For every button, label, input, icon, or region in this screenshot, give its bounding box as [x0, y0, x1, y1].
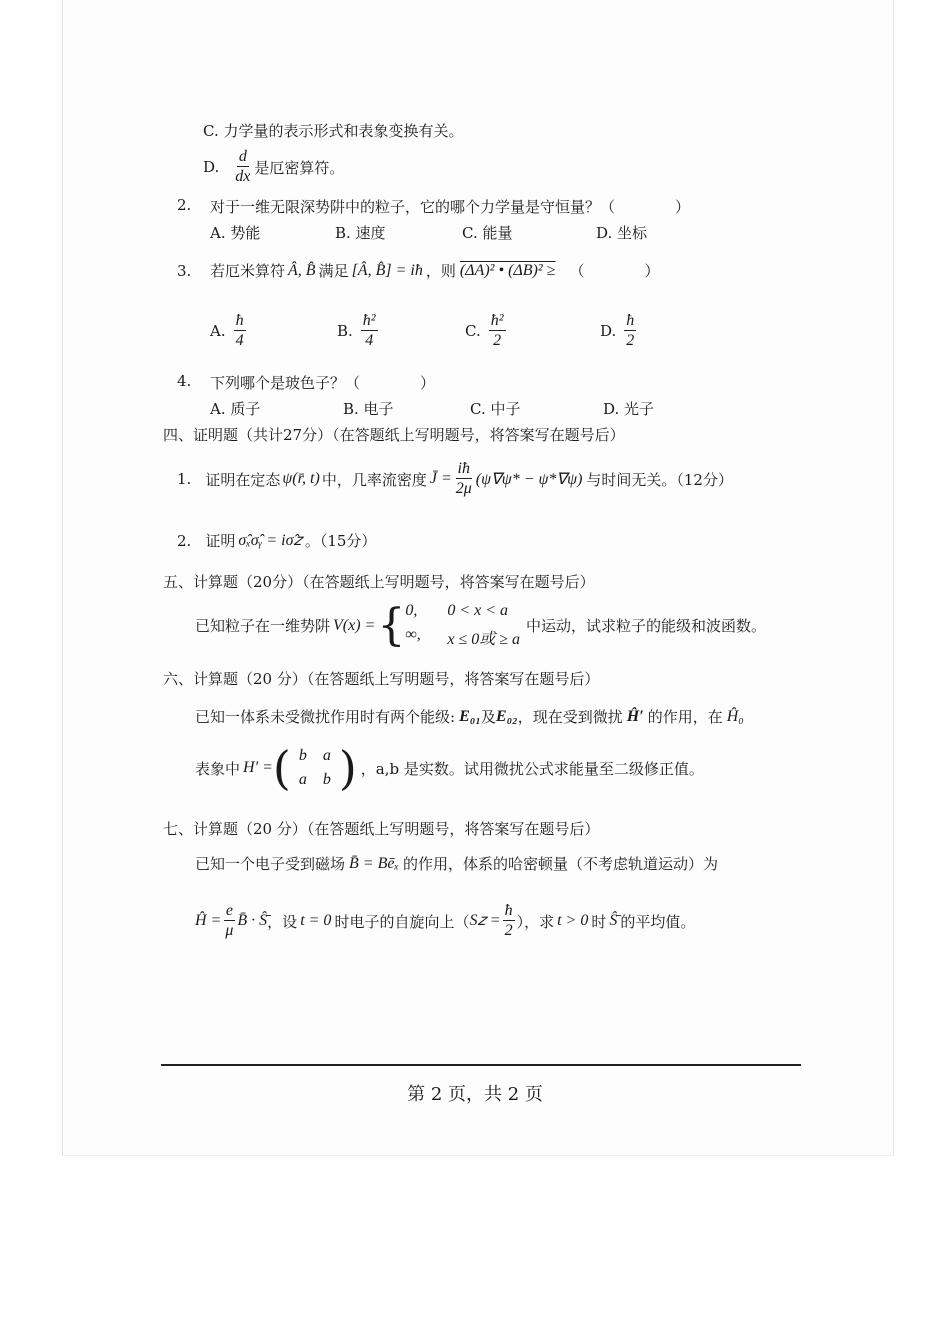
- sec6-mid: ，现在受到微扰: [517, 708, 623, 726]
- q1-option-d: [203, 148, 344, 187]
- case-1-value: 0,: [405, 602, 418, 619]
- option-label: A.: [210, 322, 226, 341]
- option-fraction: [624, 312, 636, 351]
- q3-option-a: [210, 312, 248, 351]
- hamiltonian-label: Ĥ =: [195, 912, 222, 930]
- energy-level-2: E₀₂: [495, 707, 518, 725]
- q4-option-a: A. 质子: [210, 400, 261, 418]
- q2-option-c: C. 能量: [462, 224, 513, 242]
- sec7-suffix2: 的平均值。: [620, 912, 696, 931]
- p1-suffix: 与时间无关。（12分）: [586, 470, 733, 489]
- fraction-numerator: ħ: [234, 312, 246, 331]
- fraction-denominator: 2: [493, 332, 502, 350]
- q3-option-b: [337, 312, 380, 351]
- left-paren-icon: (: [272, 741, 291, 795]
- spin-operator: Ŝ̄: [609, 912, 618, 930]
- q3-answer-paren: （ ）: [569, 262, 660, 280]
- fraction-denominator: 2: [504, 922, 513, 940]
- option-label: B.: [337, 322, 353, 341]
- q2-option-a: A. 势能: [210, 224, 261, 242]
- fraction-numerator: iħ: [456, 460, 472, 479]
- perturbation-operator: Ĥ′: [626, 707, 644, 725]
- q1-d-fraction: [233, 148, 252, 187]
- q4-option-c: C. 中子: [470, 400, 521, 418]
- q3-then: ，则: [425, 262, 456, 280]
- q2-option-d: D. 坐标: [596, 224, 648, 242]
- q1-d-text: 是厄密算符。: [254, 158, 345, 177]
- left-brace-icon: {: [377, 599, 406, 651]
- p1-prefix: 证明在定态: [205, 470, 281, 489]
- page-number: 第 2 页，共 2 页: [407, 1084, 543, 1105]
- sec6-line2-prefix: 表象中: [195, 759, 241, 778]
- sec6-prefix: 已知一体系未受微扰作用时有两个能级:: [195, 708, 456, 726]
- matrix-grid: [291, 747, 339, 789]
- spin-fraction: [503, 902, 515, 941]
- section-4-problem-2: [177, 530, 376, 551]
- p2-expression: σ̂ₓσ̂ᵧ = iσ̂𝑧: [238, 531, 302, 549]
- problem-number: 1.: [177, 470, 192, 489]
- section-6-line-1: [195, 706, 744, 727]
- section-5-body: [195, 599, 767, 651]
- section-5-heading: 五、计算题（20分）（在答题纸上写明题号，将答案写在题号后）: [163, 573, 595, 591]
- sec7-mid: ，设: [267, 912, 298, 931]
- section-6-line-2: [195, 741, 704, 795]
- q3-text: [210, 260, 659, 281]
- sec5-suffix: 中运动，试求粒子的能级和波函数。: [526, 617, 767, 635]
- piecewise-cases: [405, 602, 520, 649]
- problem-number: 2.: [177, 531, 192, 550]
- potential-label: V(x) =: [333, 616, 376, 634]
- sec7-mid4: 时: [591, 912, 607, 931]
- fraction-numerator: ħ: [503, 902, 515, 921]
- matrix-cell: b: [322, 771, 331, 788]
- energy-level-1: E₀₁: [459, 707, 481, 725]
- q2-text: 对于一维无限深势阱中的粒子，它的哪个力学量是守恒量？（ ）: [210, 198, 691, 216]
- q4-text: 下列哪个是玻色子？（ ）: [210, 374, 436, 392]
- perturbation-matrix-label: H′ =: [243, 759, 273, 776]
- p1-expression: (ψ∇ψ* − ψ*∇ψ): [475, 471, 583, 489]
- sec5-prefix: 已知粒子在一维势阱: [195, 617, 331, 635]
- q1-d-label: D.: [203, 158, 220, 177]
- fraction-numerator: e: [224, 902, 235, 921]
- fraction-numerator: ħ: [624, 312, 636, 331]
- sec6-suffix: 的作用，在: [647, 708, 723, 726]
- hamiltonian-fraction: [223, 902, 235, 941]
- q3-prefix: 若厄米算符: [210, 262, 286, 280]
- q3-option-d: [600, 312, 638, 351]
- section-4-problem-1: [177, 460, 733, 499]
- sec6-line2-suffix: ，a,b 是实数。试用微扰公式求能量至二级修正值。: [360, 759, 704, 778]
- q3-operators: Â, B̂: [288, 261, 316, 279]
- sec7-mid3: ），求: [516, 912, 555, 931]
- fraction-numerator: ħ²: [489, 312, 506, 331]
- p2-prefix: 证明: [205, 532, 236, 550]
- section-4-heading: 四、证明题（共计27分）（在答题纸上写明题号，将答案写在题号后）: [163, 426, 625, 444]
- fraction-denominator: 2μ: [455, 480, 472, 498]
- p1-psi: ψ(r̄, t): [282, 470, 320, 488]
- spin-z: S𝑧 =: [469, 912, 501, 930]
- q3-commutator: [Â, B̂] = iħ: [351, 261, 423, 279]
- case-1-condition: 0 < x < a: [447, 602, 509, 619]
- fraction-denominator: μ: [225, 922, 234, 940]
- p1-mid: 中，几率流密度: [321, 470, 427, 489]
- q4-option-b: B. 电子: [343, 400, 394, 418]
- option-fraction: [361, 312, 378, 351]
- fraction-denominator: 4: [365, 332, 374, 350]
- sec7-suffix: 的作用，体系的哈密顿量（不考虑轨道运动）为: [403, 855, 719, 873]
- q2-option-b: B. 速度: [335, 224, 386, 242]
- fraction-denominator: 4: [235, 332, 244, 350]
- q1-option-c: C. 力学量的表示形式和表象变换有关。: [203, 122, 464, 140]
- right-paren-icon: ): [338, 741, 357, 795]
- magnetic-field: B̄ = Bēₓ: [349, 854, 400, 872]
- p2-suffix: 。（15分）: [304, 532, 377, 550]
- q3-option-c: [465, 312, 508, 351]
- case-2-value: ∞,: [405, 626, 421, 643]
- case-2-condition: x ≤ 0或 ≥ a: [447, 631, 521, 648]
- later-time: t > 0: [557, 912, 589, 930]
- matrix-cell: a: [322, 747, 331, 764]
- field-spin-product: B̄ · Ŝ̄: [237, 912, 268, 930]
- option-fraction: [489, 312, 506, 351]
- section-7-heading: 七、计算题（20 分）（在答题纸上写明题号，将答案写在题号后）: [163, 820, 600, 838]
- option-fraction: [234, 312, 246, 351]
- fraction-denominator: 2: [626, 332, 635, 350]
- sec7-prefix: 已知一个电子受到磁场: [195, 855, 346, 873]
- section-7-line-2: [195, 902, 695, 941]
- fraction-denominator: dx: [235, 168, 251, 186]
- perturbation-matrix: [272, 741, 357, 795]
- initial-time: t = 0: [300, 912, 332, 930]
- section-6-heading: 六、计算题（20 分）（在答题纸上写明题号，将答案写在题号后）: [163, 670, 600, 688]
- p1-current-density: J̄ =: [429, 470, 452, 488]
- fraction-numerator: ħ²: [361, 312, 378, 331]
- fraction-numerator: d: [237, 148, 249, 167]
- unperturbed-hamiltonian: Ĥ₀: [726, 707, 744, 725]
- q3-number: 3.: [177, 262, 192, 280]
- option-label: D.: [600, 322, 617, 341]
- q3-mid: 满足: [318, 262, 349, 280]
- matrix-cell: a: [298, 771, 307, 788]
- option-label: C.: [465, 322, 481, 341]
- section-7-line-1: [195, 853, 718, 874]
- p1-fraction: [454, 460, 474, 499]
- q4-number: 4.: [177, 372, 192, 390]
- q3-uncertainty-expr: (ΔA)² • (ΔB)² ≥: [459, 261, 556, 279]
- footer-rule: [161, 1064, 801, 1066]
- q2-number: 2.: [177, 196, 192, 214]
- sec6-and: 及: [480, 708, 496, 726]
- q4-option-d: D. 光子: [603, 400, 655, 418]
- sec7-mid2: 时电子的自旋向上（: [334, 912, 470, 931]
- matrix-cell: b: [298, 747, 307, 764]
